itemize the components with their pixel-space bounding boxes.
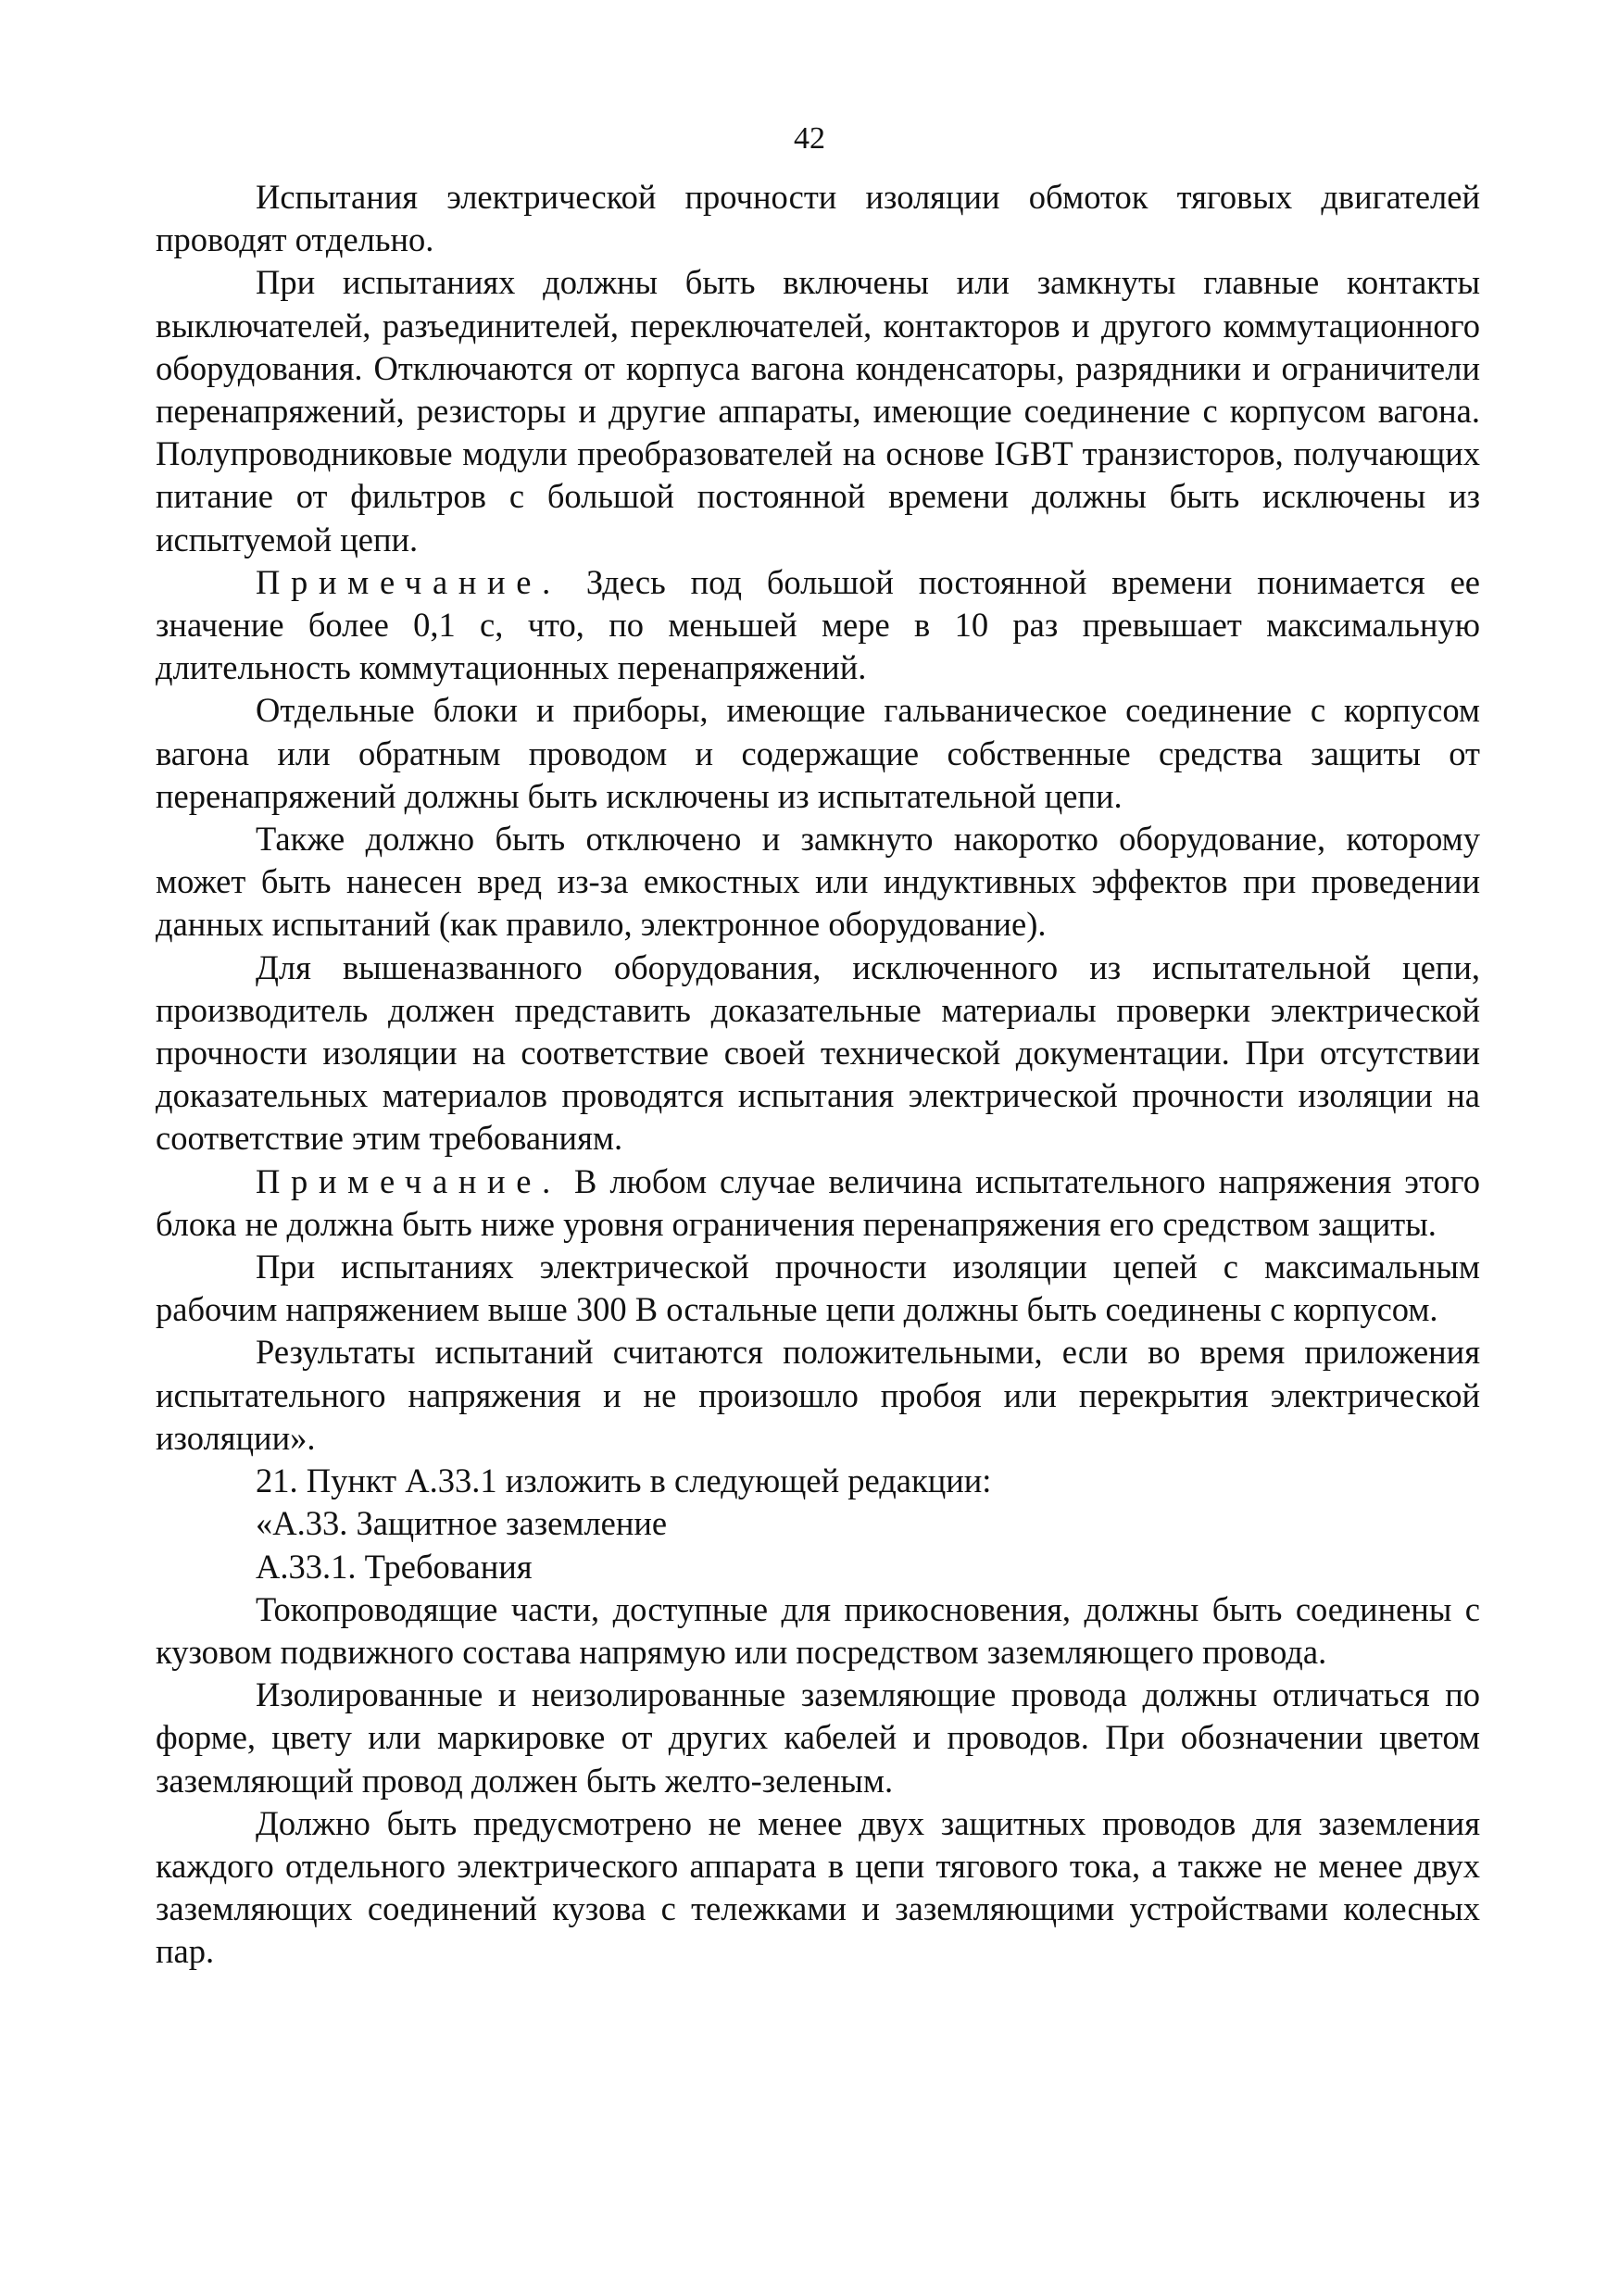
paragraph: Токопроводящие части, доступные для прикосновения, должны быть соединены с кузовом подвижного состава напрямую или посредством заземляющего провода. — [156, 1589, 1480, 1671]
paragraph: Также должно быть отключено и замкнуто накоротко оборудование, которому может быть нанесен вред из-за емкостных или индуктивных эффектов при проведении данных испытаний (как правило, электронное оборудование). — [156, 820, 1480, 944]
amendment-item: 21. Пункт А.33.1 изложить в следующей редакции: — [256, 1462, 992, 1500]
paragraph: Изолированные и неизолированные заземляющие провода должны отличаться по форме, цвету или маркировке от других кабелей и проводов. При обозначении цветом заземляющий провод должен быть желто-зеленым. — [156, 1675, 1480, 1800]
document-body — [156, 176, 1480, 1974]
note-paragraph: Примечание. Здесь под большой постоянной времени понимается ее значение более 0,1 с, что, по меньшей мере в 10 раз превышает максимальную длительность коммутационных перенапряжений. — [156, 562, 1480, 687]
subsection-heading: А.33.1. Требования — [256, 1547, 533, 1586]
paragraph: При испытаниях электрической прочности изоляции цепей с максимальным рабочим напряжением выше 300 В остальные цепи должны быть соединены с корпусом. — [156, 1248, 1480, 1329]
note-label: Примечание. — [256, 1161, 561, 1200]
paragraph: При испытаниях должны быть включены или замкнуты главные контакты выключателей, разъединителей, переключателей, контакторов и другого коммутационного оборудования. Отключаются от корпуса вагона конденсаторы, разрядники и ограничители перенапряжений, резисторы и другие аппараты, имеющие соединение с корпусом вагона. Полупроводниковые модули преобразователей на основе IGBT транзисторов, получающих питание от фильтров с большой постоянной времени должны быть исключены из испытуемой цепи. — [156, 263, 1480, 558]
paragraph: Для вышеназванного оборудования, исключенного из испытательной цепи, производитель должен представить доказательные материалы проверки электрической прочности изоляции на соответствие своей технической документации. При отсутствии доказательных материалов проводятся испытания электрической прочности изоляции на соответствие этим требованиям. — [156, 947, 1480, 1158]
paragraph: Отдельные блоки и приборы, имеющие гальваническое соединение с корпусом вагона или обратным проводом и содержащие собственные средства защиты от перенапряжений должны быть исключены из испытательной цепи. — [156, 691, 1480, 815]
page-number: 42 — [794, 121, 825, 156]
paragraph: Должно быть предусмотрено не менее двух защитных проводов для заземления каждого отдельного электрического аппарата в цепи тягового тока, а также не менее двух заземляющих соединений кузова с тележками и заземляющими устройствами колесных пар. — [156, 1803, 1480, 1971]
note-label: Примечание. — [256, 562, 561, 601]
section-heading: «А.33. Защитное заземление — [256, 1504, 668, 1543]
paragraph: Испытания электрической прочности изоляции обмоток тяговых двигателей проводят отдельно. — [156, 178, 1480, 259]
paragraph: Результаты испытаний считаются положительными, если во время приложения испытательного напряжения и не произошло пробоя или перекрытия электрической изоляции». — [156, 1333, 1480, 1457]
note-paragraph: Примечание. В любом случае величина испытательного напряжения этого блока не должна быть ниже уровня ограничения перенапряжения его средством защиты. — [156, 1161, 1480, 1243]
